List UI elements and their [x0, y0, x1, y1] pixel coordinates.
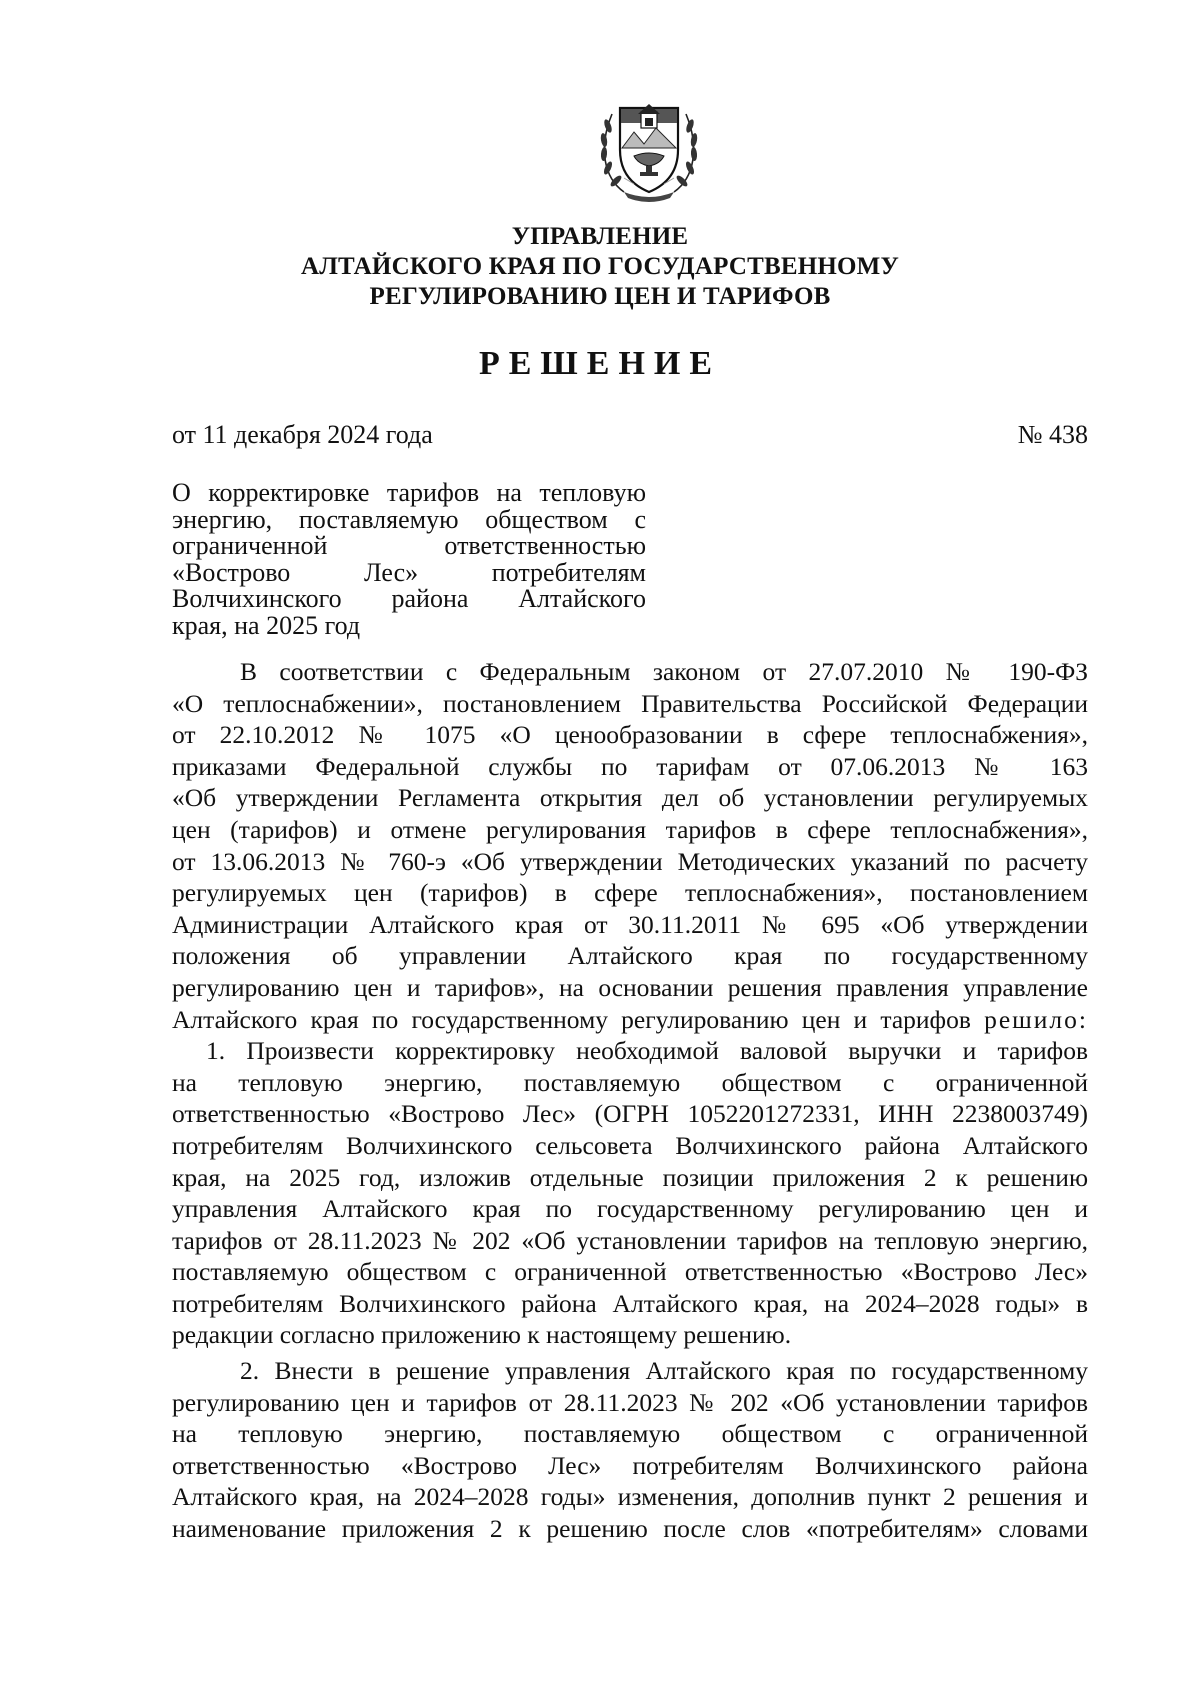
organization-name	[0, 222, 1200, 312]
body-line: редакции согласно приложению к настоящему решению.	[172, 1320, 792, 1350]
body-line: Алтайского края, на 2024–2028 годы» изменения, дополнив пункт 2 решения и	[172, 1482, 1088, 1512]
subject-line: «Вострово Лес» потребителям	[172, 557, 646, 587]
body-line: края, на 2025 год, изложив отдельные позиции приложения 2 к решению	[172, 1162, 1088, 1192]
subject-line: края, на 2025 год	[172, 610, 361, 640]
body-line: регулированию цен и тарифов от 28.11.2023 № 202 «Об установлении тарифов	[172, 1387, 1088, 1417]
body-line: «Об утверждении Регламента открытия дел об установлении регулируемых	[172, 783, 1088, 813]
body-line: приказами Федеральной службы по тарифам от 07.06.2013 № 163	[172, 751, 1088, 781]
body-line: наименование приложения 2 к решению после слов «потребителям» словами	[172, 1514, 1088, 1544]
body-line: цен (тарифов) и отмене регулирования тарифов в сфере теплоснабжения»,	[172, 814, 1088, 844]
body-line: ответственностью «Вострово Лес» (ОГРН 1052201272331, ИНН 2238003749)	[172, 1099, 1088, 1129]
body-line: на тепловую энергию, поставляемую обществом с ограниченной	[172, 1419, 1088, 1449]
body-line	[172, 1004, 1088, 1036]
coat-of-arms-emblem	[594, 88, 704, 206]
preamble-paragraph	[172, 656, 1088, 1035]
body-line: регулированию цен и тарифов», на основании решения правления управление	[172, 972, 1088, 1002]
body-line: поставляемую обществом с ограниченной ответственностью «Вострово Лес»	[172, 1257, 1088, 1287]
body-line: 1. Произвести корректировку необходимой валовой выручки и тарифов	[206, 1036, 1088, 1066]
body-line: потребителям Волчихинского района Алтайского края, на 2024–2028 годы» в	[172, 1288, 1088, 1318]
clause-2-paragraph	[172, 1355, 1088, 1545]
body-line: от 13.06.2013 № 760-э «Об утверждении Методических указаний по расчету	[172, 846, 1088, 876]
document-subject	[172, 480, 646, 639]
body-line: потребителям Волчихинского сельсовета Волчихинского района Алтайского	[172, 1130, 1088, 1160]
organization-name-line-1: УПРАВЛЕНИЕ	[511, 223, 689, 250]
document-type-title: РЕШЕНИЕ	[478, 345, 722, 382]
subject-line: Волчихинского района Алтайского	[172, 584, 646, 613]
body-line: на тепловую энергию, поставляемую обществом с ограниченной	[172, 1067, 1088, 1097]
body-line: «О теплоснабжении», постановлением Правительства Российской Федерации	[172, 688, 1088, 718]
resolution-keyword: решило:	[984, 1004, 1088, 1034]
document-date: от 11 декабря 2024 года	[172, 420, 433, 449]
body-line: Администрации Алтайского края от 30.11.2011 № 695 «Об утверждении	[172, 909, 1088, 939]
body-line: 2. Внести в решение управления Алтайского края по государственному	[240, 1356, 1088, 1386]
clause-1-paragraph	[172, 1035, 1088, 1351]
body-line: ответственностью «Вострово Лес» потребителям Волчихинского района	[172, 1450, 1088, 1480]
subject-line: О корректировке тарифов на тепловую	[172, 478, 646, 507]
body-line: положения об управлении Алтайского края по государственному	[172, 941, 1088, 971]
document-number: № 438	[1017, 420, 1088, 449]
subject-line: ограниченной ответственностью	[172, 531, 646, 560]
document-body	[172, 656, 1088, 1545]
subject-line: энергию, поставляемую обществом с	[172, 504, 646, 534]
organization-name-line-3: РЕГУЛИРОВАНИЮ ЦЕН И ТАРИФОВ	[369, 283, 831, 310]
body-line-text: Алтайского края по государственному регулированию цен и тарифов	[172, 1004, 971, 1034]
body-line: тарифов от 28.11.2023 № 202 «Об установлении тарифов на тепловую энергию,	[172, 1225, 1088, 1255]
body-line: В соответствии с Федеральным законом от 27.07.2010 № 190-ФЗ	[240, 657, 1088, 686]
body-line: управления Алтайского края по государственному регулированию цен и	[172, 1194, 1088, 1224]
organization-name-line-2: АЛТАЙСКОГО КРАЯ ПО ГОСУДАРСТВЕННОМУ	[300, 253, 900, 280]
body-line: регулируемых цен (тарифов) в сфере теплоснабжения», постановлением	[172, 878, 1088, 908]
body-line: от 22.10.2012 № 1075 «О ценообразовании в сфере теплоснабжения»,	[172, 720, 1088, 750]
